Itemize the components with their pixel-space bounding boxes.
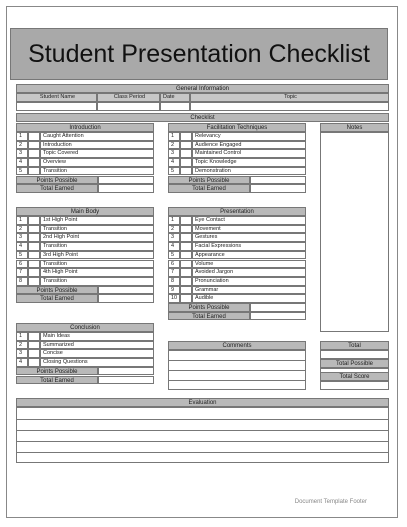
item-checkbox[interactable] — [28, 233, 40, 242]
evaluation-rule — [16, 430, 389, 431]
general-info-header: General Information — [16, 84, 389, 93]
points-possible-label: Points Possible — [168, 176, 250, 185]
item-checkbox[interactable] — [28, 341, 40, 350]
total-earned-label: Total Earned — [168, 312, 250, 321]
col-topic: Topic — [190, 93, 389, 102]
page-title: Student Presentation Checklist — [10, 28, 388, 80]
item-number: 5 — [168, 167, 180, 176]
col-student-name: Student Name — [16, 93, 97, 102]
item-checkbox[interactable] — [28, 132, 40, 141]
item-label: Relevancy — [192, 132, 306, 141]
total-score-header: Total Score — [320, 372, 389, 381]
notes-area[interactable] — [320, 132, 389, 332]
total-header: Total — [320, 341, 389, 350]
item-number: 4 — [168, 242, 180, 251]
points-possible-field[interactable] — [98, 367, 154, 376]
item-label: 3rd High Point — [40, 251, 154, 260]
total-earned-label: Total Earned — [16, 376, 98, 385]
item-checkbox[interactable] — [28, 225, 40, 234]
total-possible-header: Total Possible — [320, 359, 389, 368]
item-label: Transition — [40, 167, 154, 176]
item-label: 2nd High Point — [40, 233, 154, 242]
date-field[interactable] — [160, 102, 190, 111]
points-possible-field[interactable] — [250, 176, 306, 185]
points-possible-label: Points Possible — [16, 176, 98, 185]
item-checkbox[interactable] — [28, 268, 40, 277]
points-possible-label: Points Possible — [16, 286, 98, 295]
student-name-field[interactable] — [16, 102, 97, 111]
item-label: Grammar — [192, 286, 306, 295]
total-earned-label: Total Earned — [16, 184, 98, 193]
main_body-header: Main Body — [16, 207, 154, 216]
comments-rule — [168, 360, 306, 361]
item-label: 1st High Point — [40, 216, 154, 225]
item-number: 3 — [16, 349, 28, 358]
points-possible-field[interactable] — [98, 286, 154, 295]
item-checkbox[interactable] — [28, 167, 40, 176]
points-possible-field[interactable] — [250, 303, 306, 312]
item-label: Volume — [192, 260, 306, 269]
item-checkbox[interactable] — [28, 251, 40, 260]
item-checkbox[interactable] — [180, 149, 192, 158]
item-label: Main Ideas — [40, 332, 154, 341]
item-label: Transition — [40, 242, 154, 251]
item-label: Closing Questions — [40, 358, 154, 367]
item-label: Pronunciation — [192, 277, 306, 286]
item-checkbox[interactable] — [28, 242, 40, 251]
evaluation-rule — [16, 419, 389, 420]
item-label: Audible — [192, 294, 306, 303]
evaluation-rule — [16, 452, 389, 453]
item-number: 4 — [16, 358, 28, 367]
item-checkbox[interactable] — [28, 358, 40, 367]
item-checkbox[interactable] — [180, 251, 192, 260]
item-number: 1 — [16, 332, 28, 341]
item-checkbox[interactable] — [180, 277, 192, 286]
item-checkbox[interactable] — [28, 260, 40, 269]
item-label: Avoided Jargon — [192, 268, 306, 277]
item-number: 7 — [16, 268, 28, 277]
item-number: 8 — [16, 277, 28, 286]
item-label: Transition — [40, 225, 154, 234]
item-label: Facial Expressions — [192, 242, 306, 251]
item-number: 2 — [16, 141, 28, 150]
item-label: Introduction — [40, 141, 154, 150]
comments-rule — [168, 370, 306, 371]
item-checkbox[interactable] — [180, 225, 192, 234]
item-label: Transition — [40, 277, 154, 286]
total-earned-label: Total Earned — [16, 294, 98, 303]
item-checkbox[interactable] — [28, 277, 40, 286]
item-number: 2 — [16, 341, 28, 350]
item-label: Caught Attention — [40, 132, 154, 141]
item-label: Appearance — [192, 251, 306, 260]
item-number: 3 — [16, 233, 28, 242]
item-label: Eye Contact — [192, 216, 306, 225]
item-number: 5 — [16, 167, 28, 176]
item-checkbox[interactable] — [28, 332, 40, 341]
item-label: Concise — [40, 349, 154, 358]
item-number: 2 — [168, 141, 180, 150]
conclusion-header: Conclusion — [16, 323, 154, 332]
item-number: 4 — [16, 242, 28, 251]
item-number: 8 — [168, 277, 180, 286]
item-label: Audience Engaged — [192, 141, 306, 150]
item-label: Gestures — [192, 233, 306, 242]
topic-field[interactable] — [190, 102, 389, 111]
item-label: Summarized — [40, 341, 154, 350]
item-checkbox[interactable] — [180, 158, 192, 167]
item-number: 1 — [168, 216, 180, 225]
total-score-field[interactable] — [320, 381, 389, 390]
facilitation-header: Facilitation Techniques — [168, 123, 306, 132]
notes-header: Notes — [320, 123, 389, 132]
item-checkbox[interactable] — [180, 294, 192, 303]
item-number: 1 — [168, 132, 180, 141]
item-number: 3 — [168, 233, 180, 242]
col-class-period: Class Period — [97, 93, 160, 102]
total-earned-field[interactable] — [250, 184, 306, 193]
total-earned-field[interactable] — [98, 294, 154, 303]
item-checkbox[interactable] — [28, 349, 40, 358]
item-number: 1 — [16, 132, 28, 141]
item-checkbox[interactable] — [180, 233, 192, 242]
item-number: 3 — [168, 149, 180, 158]
item-label: Demonstration — [192, 167, 306, 176]
item-label: 4th High Point — [40, 268, 154, 277]
item-number: 6 — [168, 260, 180, 269]
item-number: 3 — [16, 149, 28, 158]
item-label: Topic Covered — [40, 149, 154, 158]
checklist-header: Checklist — [16, 113, 389, 122]
total-earned-field[interactable] — [250, 312, 306, 321]
points-possible-field[interactable] — [98, 176, 154, 185]
item-label: Topic Knowledge — [192, 158, 306, 167]
item-number: 4 — [168, 158, 180, 167]
item-label: Transition — [40, 260, 154, 269]
comments-rule — [168, 380, 306, 381]
evaluation-rule — [16, 441, 389, 442]
item-checkbox[interactable] — [28, 158, 40, 167]
item-checkbox[interactable] — [180, 242, 192, 251]
introduction-header: Introduction — [16, 123, 154, 132]
item-label: Maintained Control — [192, 149, 306, 158]
item-checkbox[interactable] — [180, 286, 192, 295]
evaluation-area[interactable] — [16, 407, 389, 463]
item-number: 9 — [168, 286, 180, 295]
total-earned-field[interactable] — [98, 184, 154, 193]
points-possible-label: Points Possible — [16, 367, 98, 376]
item-number: 4 — [16, 158, 28, 167]
item-checkbox[interactable] — [180, 167, 192, 176]
item-number: 2 — [16, 225, 28, 234]
total-earned-label: Total Earned — [168, 184, 250, 193]
item-checkbox[interactable] — [28, 141, 40, 150]
evaluation-header: Evaluation — [16, 398, 389, 407]
item-number: 10 — [168, 294, 180, 303]
item-checkbox[interactable] — [28, 149, 40, 158]
item-checkbox[interactable] — [180, 260, 192, 269]
item-label: Movement — [192, 225, 306, 234]
item-number: 7 — [168, 268, 180, 277]
item-number: 2 — [168, 225, 180, 234]
comments-header: Comments — [168, 341, 306, 350]
item-number: 6 — [16, 260, 28, 269]
item-number: 1 — [16, 216, 28, 225]
item-checkbox[interactable] — [180, 216, 192, 225]
item-checkbox[interactable] — [28, 216, 40, 225]
footer-text: Document Template Footer — [294, 499, 367, 505]
item-label: Overview — [40, 158, 154, 167]
presentation-header: Presentation — [168, 207, 306, 216]
item-checkbox[interactable] — [180, 132, 192, 141]
item-checkbox[interactable] — [180, 268, 192, 277]
points-possible-label: Points Possible — [168, 303, 250, 312]
total-earned-field[interactable] — [98, 376, 154, 385]
item-checkbox[interactable] — [180, 141, 192, 150]
total-field[interactable] — [320, 350, 389, 359]
class-period-field[interactable] — [97, 102, 160, 111]
item-number: 5 — [168, 251, 180, 260]
item-number: 5 — [16, 251, 28, 260]
col-date: Date — [160, 93, 190, 102]
